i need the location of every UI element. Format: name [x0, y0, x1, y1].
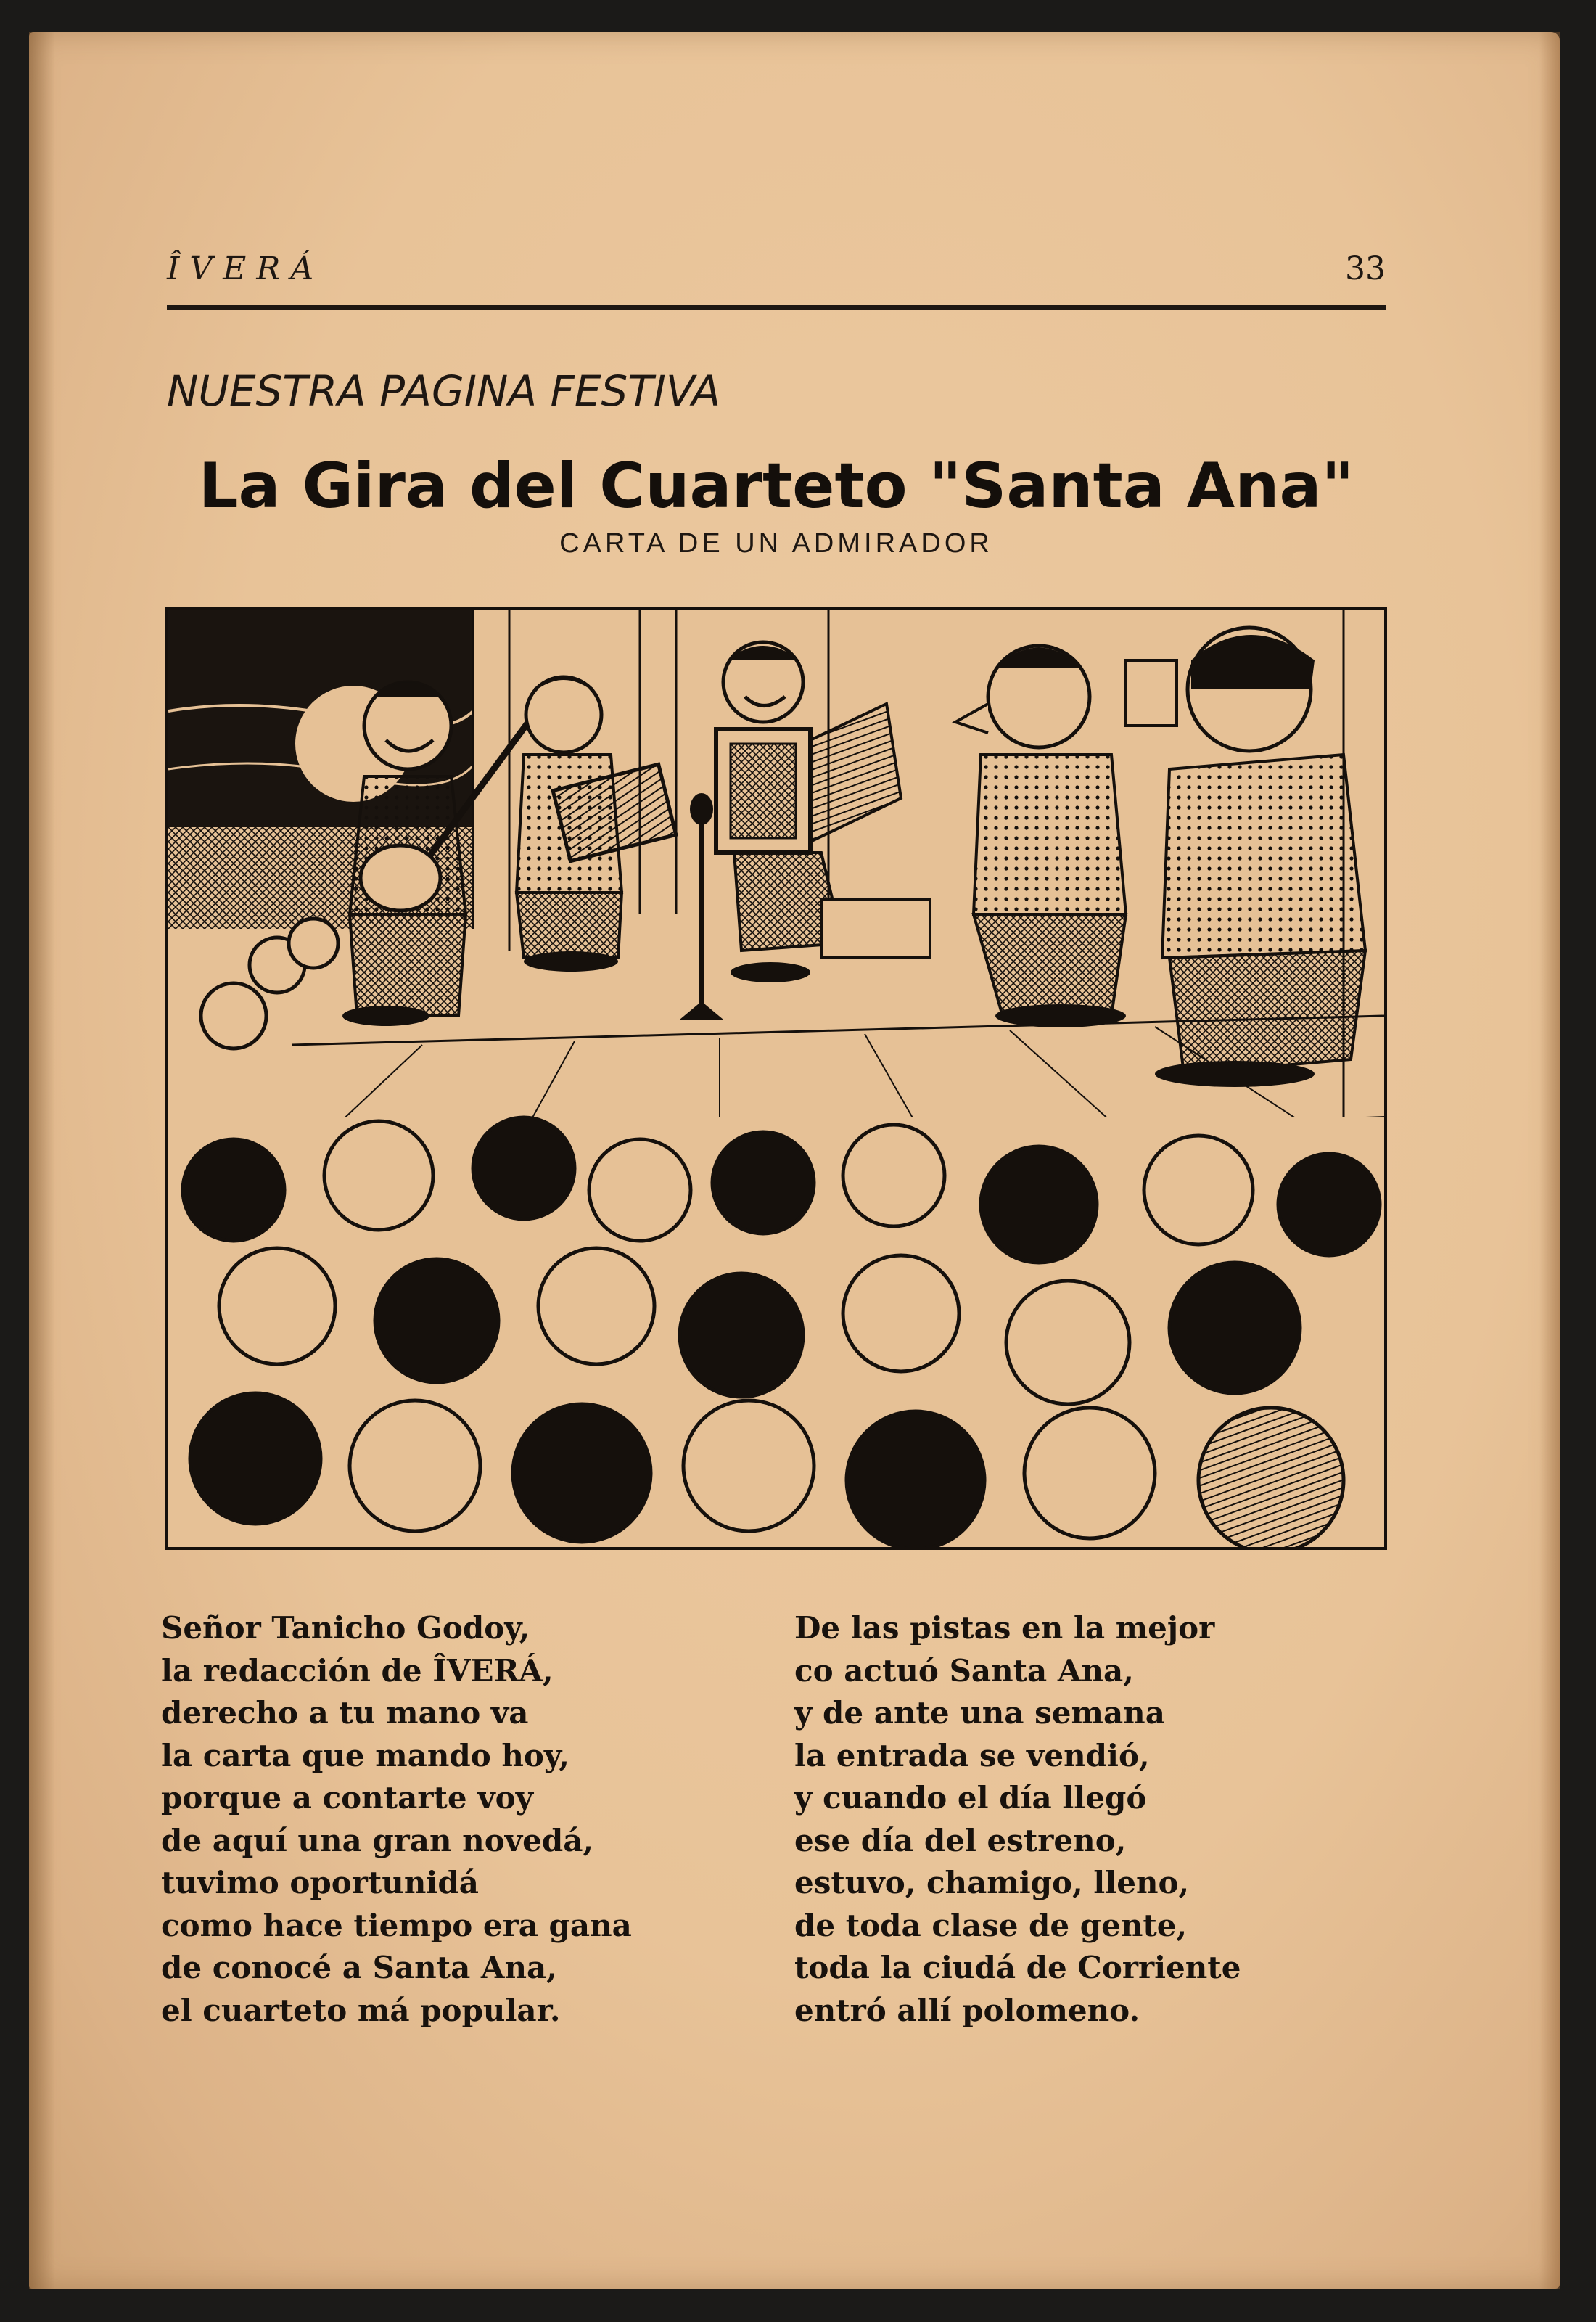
singer-figure: [955, 646, 1126, 1027]
verse-line: el cuarteto má popular.: [161, 1992, 561, 2028]
verse-line: derecho a tu mano va: [161, 1695, 529, 1731]
verse-line: la carta que mando hoy,: [161, 1737, 569, 1773]
quartet-stage-drawing: [168, 610, 1384, 1547]
page-gutter-shadow: [29, 32, 55, 2289]
article-title: La Gira del Cuarteto "Santa Ana": [198, 450, 1354, 522]
big-man-figure: [1126, 628, 1365, 1087]
verse-line: de conocé a Santa Ana,: [161, 1950, 557, 1985]
running-head: [167, 250, 1386, 301]
section-label: NUESTRA PAGINA FESTIVA: [167, 366, 721, 416]
guitarist-figure: [342, 682, 531, 1026]
cartoon-illustration: [165, 607, 1387, 1550]
verse-line: y cuando el día llegó: [794, 1780, 1147, 1816]
verse-line: tuvimo oportunidá: [161, 1865, 479, 1900]
header-rule: [167, 305, 1386, 310]
verse-line: de toda clase de gente,: [794, 1907, 1188, 1943]
verse-line: ese día del estreno,: [794, 1822, 1127, 1858]
verse-line: entró allí polomeno.: [794, 1992, 1140, 2028]
verse-line: de aquí una gran novedá,: [161, 1822, 594, 1858]
verse-column-right: [794, 1607, 1389, 2032]
verse-line: porque a contarte voy: [161, 1780, 534, 1816]
bandoneon-player-figure: [517, 677, 676, 972]
verse-line: toda la ciudá de Corriente: [794, 1950, 1241, 1985]
page-edge-shadow: [1539, 32, 1560, 2289]
verse-line: co actuó Santa Ana,: [794, 1652, 1134, 1689]
verse-line: y de ante una semana: [794, 1695, 1165, 1731]
verse-line: De las pistas en la mejor: [794, 1610, 1215, 1646]
article-subtitle: CARTA DE UN ADMIRADOR: [559, 528, 993, 559]
verse-line: Señor Tanicho Godoy,: [161, 1610, 530, 1646]
accordion-player-figure: [716, 642, 930, 982]
page-number: 33: [1345, 250, 1386, 287]
verse-line: la redacción de ÎVERÁ,: [161, 1652, 554, 1689]
verse-line: la entrada se vendió,: [794, 1737, 1150, 1773]
verse-line: como hace tiempo era gana: [161, 1907, 632, 1943]
journal-name: ÎVERÁ: [167, 250, 324, 287]
verse-line: estuvo, chamigo, lleno,: [794, 1865, 1190, 1900]
verse-column-left: [161, 1607, 785, 2032]
